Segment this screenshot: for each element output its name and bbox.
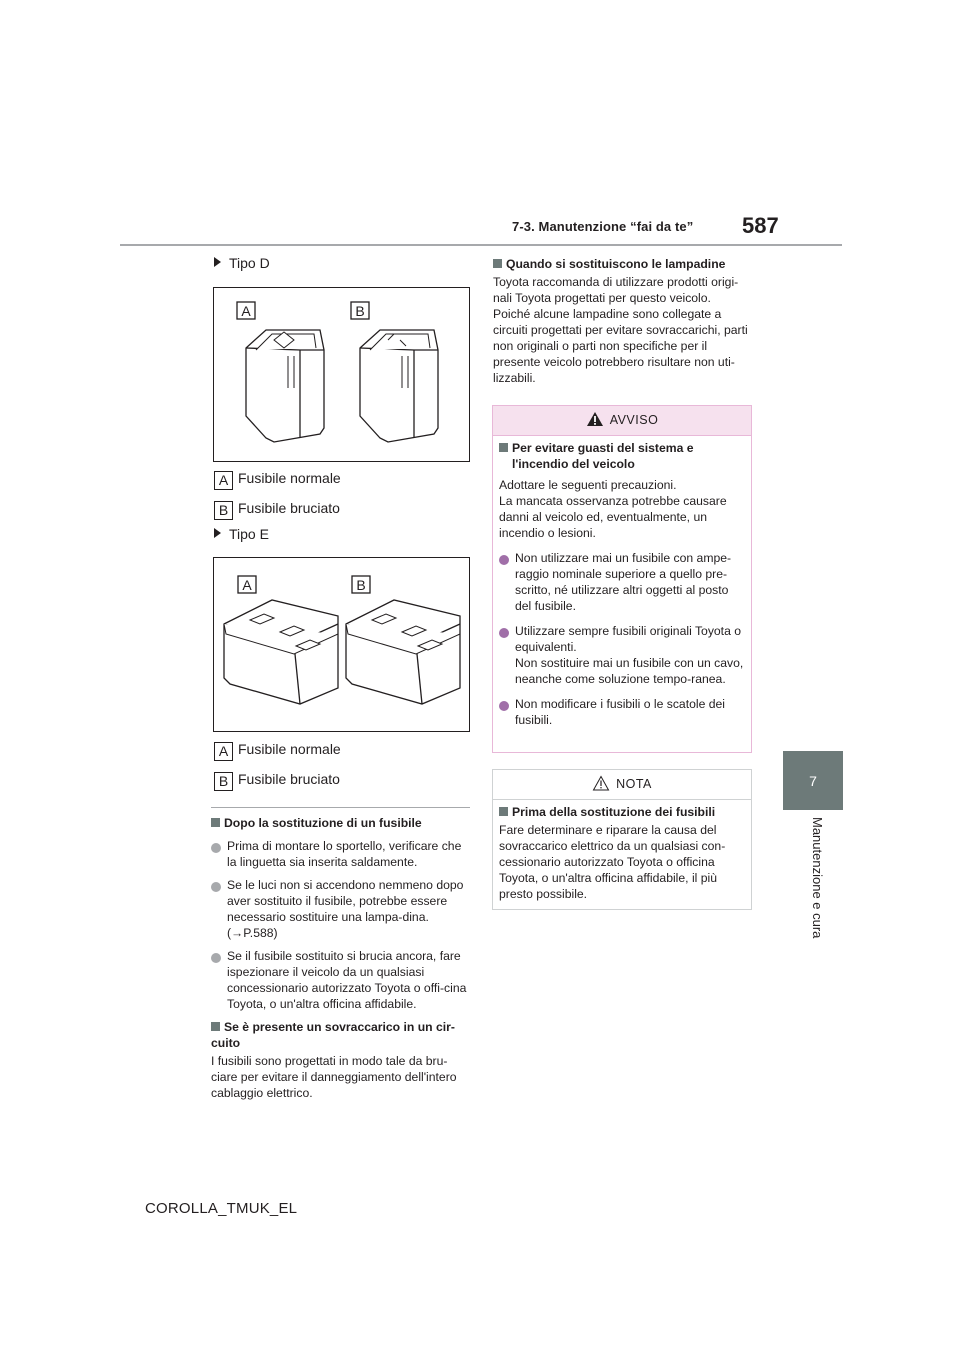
warning-header: AVVISO [493,406,751,436]
fig-label-b: B [355,303,365,319]
legend-key: A [214,471,233,490]
legend-item: B Fusibile bruciato [214,771,340,791]
section-heading: Dopo la sostituzione di un fusibile [211,815,470,831]
section-title: 7-3. Manutenzione “fai da te” [512,219,694,234]
lamps-section [493,256,751,386]
list-item: Non utilizzare mai un fusibile con ampe-raggio nominale superiore a quello pre-scritto, né utilizzare altri oggetti al posto del fusibile. [499,550,745,614]
note-box [492,769,752,910]
list-item: Utilizzare sempre fusibili originali Toyota o equivalenti. Non sostituire mai un fusibile con un cavo, neanche come soluzione tempo-ranea. [499,623,745,687]
legend-key: B [214,772,233,791]
chapter-title: Manutenzione e cura [810,817,825,939]
fig-label-a: A [241,303,251,319]
fuse-blown-e [346,600,460,704]
list-item: Se le luci non si accendono nemmeno dopo aver sostituito il fusibile, potrebbe essere necessario sostituire una lampa-dina. (→P.588) [211,877,470,941]
after-replacement-section [211,815,470,1101]
square-bullet-icon [493,259,502,268]
warning-heading: Per evitare guasti del sistema e l'incendio del veicolo [499,440,745,472]
paragraph: I fusibili sono progettati in modo tale da bru-ciare per evitare il danneggiamento dell'intero cablaggio elettrico. [211,1054,457,1100]
square-bullet-icon [211,1022,220,1031]
legend-key: B [214,501,233,520]
fuse-normal-e [224,600,338,704]
note-header: NOTA [493,770,751,800]
warning-box [492,405,752,753]
circle-bullet-icon [499,701,509,711]
document-code: COROLLA_TMUK_EL [145,1200,298,1217]
triangle-bullet-icon [214,528,221,538]
circle-bullet-icon [211,843,221,853]
circle-bullet-icon [211,882,221,892]
list-item: Se il fusibile sostituito si brucia ancora, fare ispezionare il veicolo da un qualsiasi concessionario autorizzato Toyota o offi-cina Toyota, o un'altra officina affidabile. [211,948,470,1012]
legend-item: A Fusibile normale [214,741,341,761]
chapter-label-area [783,812,843,962]
circle-bullet-icon [499,628,509,638]
type-d-title: Tipo D [214,255,270,271]
fig-label-a: A [242,577,252,593]
note-heading: Prima della sostituzione dei fusibili [499,804,745,820]
square-bullet-icon [499,807,508,816]
list-item: Prima di montare lo sportello, verificare che la linguetta sia inserita saldamente. [211,838,470,870]
square-bullet-icon [211,818,220,827]
fig-label-b: B [356,577,366,593]
square-bullet-icon [499,443,508,452]
fuse-normal-d [246,330,324,442]
warning-triangle-icon [586,411,604,427]
paragraph: Toyota raccomanda di utilizzare prodotti origi-nali Toyota progettati per questo veicolo. Poiché alcune lampadine sono collegate a circuiti progettati per evitare sovraccarichi, parti non originali o parti non specifiche per il presente veicolo potrebbero risultare non uti-lizzabili. [493,275,748,385]
type-e-figure [213,557,470,732]
type-e-fuse-illustration [214,558,469,731]
chapter-tab [783,751,843,810]
section-divider [211,807,470,808]
triangle-bullet-icon [214,257,221,267]
header-divider [120,244,842,246]
note-text: Fare determinare e riparare la causa del sovraccarico elettrico da un qualsiasi con-cessionario autorizzato Toyota o officina Toyota, o un'altra officina affidabile, il più presto possibile. [499,823,726,901]
circle-bullet-icon [211,953,221,963]
legend-item: A Fusibile normale [214,470,341,490]
page-number: 587 [742,213,779,238]
type-e-title: Tipo E [214,526,269,542]
chapter-number: 7 [809,772,817,789]
caution-triangle-icon [592,775,610,791]
circle-bullet-icon [499,555,509,565]
warning-intro: Adottare le seguenti precauzioni. La mancata osservanza potrebbe causare danni al veicolo ed, eventualmente, un incendio o lesioni. [499,478,727,540]
type-d-figure [213,287,470,462]
type-d-fuse-illustration [214,288,469,461]
legend-item: B Fusibile bruciato [214,500,340,520]
section-heading: Se è presente un sovraccarico in un cir-cuito [211,1020,455,1050]
section-heading: Quando si sostituiscono le lampadine [493,256,751,272]
fuse-blown-d [360,330,438,442]
list-item: Non modificare i fusibili o le scatole dei fusibili. [499,696,745,728]
legend-key: A [214,742,233,761]
